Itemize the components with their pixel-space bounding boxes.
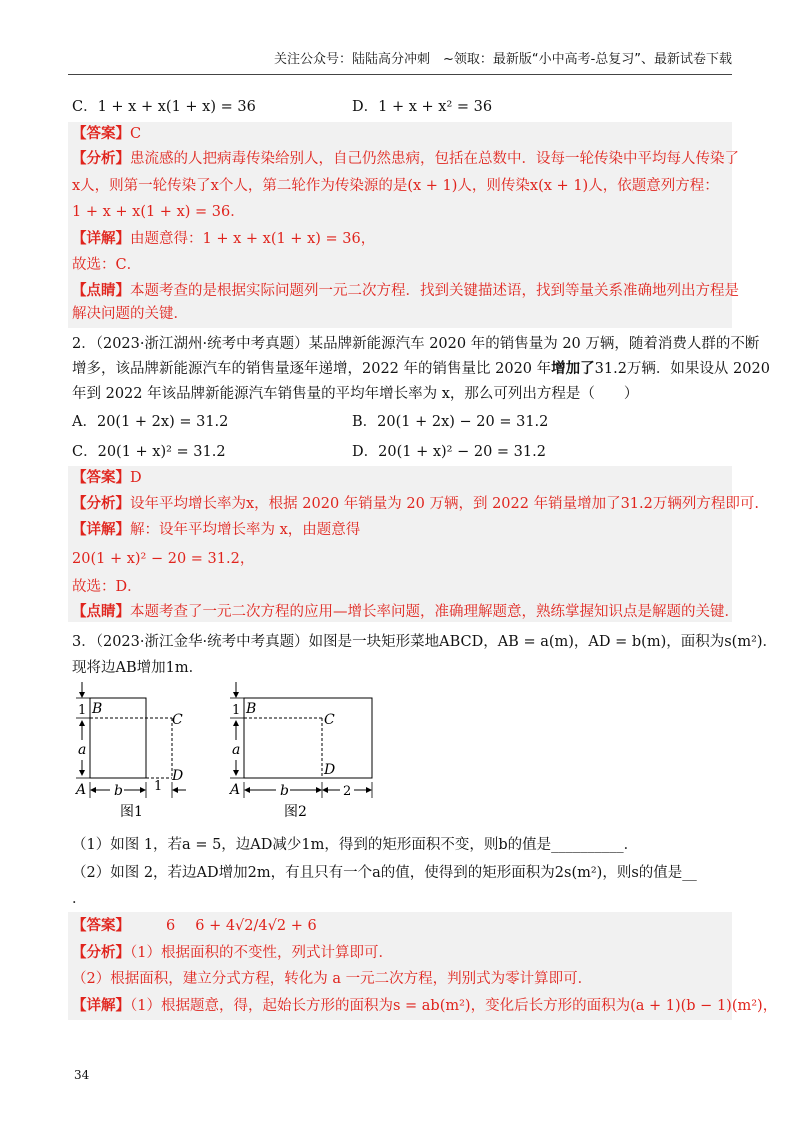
q2-solution-background bbox=[68, 466, 732, 622]
q2-stem-line2 bbox=[72, 358, 770, 380]
analysis-text: （1）根据面积的不变性，列式计算即可． bbox=[130, 945, 393, 961]
fig1-label-B: B bbox=[92, 701, 103, 717]
answer-tag: 【答案】 bbox=[72, 469, 130, 486]
q3-detail bbox=[72, 995, 777, 1017]
q2-option-b: B．20(1 + 2x) − 20 = 31.2 bbox=[352, 414, 549, 430]
detail-tag: 【详解】 bbox=[72, 521, 130, 538]
q2-answer bbox=[72, 467, 142, 489]
fig2-caption: 图2 bbox=[284, 804, 307, 820]
q2-choose: 故选：D． bbox=[72, 579, 142, 595]
page-number: 34 bbox=[74, 1068, 90, 1082]
q1-analysis-line3: 1 + x + x(1 + x) = 36． bbox=[72, 204, 245, 220]
q2-equation: 20(1 + x)² − 20 = 31.2， bbox=[72, 551, 255, 567]
q3-part1: （1）如图 1，若a = 5，边AD减少1m，得到的矩形面积不变，则b的值是__________． bbox=[72, 837, 639, 853]
analysis-tag: 【分析】 bbox=[72, 150, 130, 167]
comment-text: 本题考查的是根据实际问题列一元二次方程．找到关键描述语，找到等量关系准确地列出方程是 bbox=[130, 283, 739, 299]
detail-tag: 【详解】 bbox=[72, 230, 130, 247]
q1-answer bbox=[72, 123, 141, 145]
fig1-caption: 图1 bbox=[120, 804, 143, 820]
q2-option-c: C．20(1 + x)² = 31.2 bbox=[72, 444, 226, 460]
q2-option-d: D．20(1 + x)² − 20 = 31.2 bbox=[352, 444, 546, 460]
header-rule bbox=[68, 74, 732, 75]
comment-tag: 【点睛】 bbox=[72, 282, 130, 299]
q3-stem-line2: 现将边AB增加1m． bbox=[72, 660, 204, 676]
q1-analysis-line2: x人，则第一轮传染了x个人，第二轮作为传染源的是(x + 1)人，则传染x(x + 1)人，依题意列方程： bbox=[72, 178, 719, 194]
fig1-label-a: a bbox=[78, 742, 87, 758]
q2-stem-line1: 2．（2023·浙江湖州·统考中考真题）某品牌新能源汽车 2020 年的销售量为 20 万辆，随着消费人群的不断 bbox=[72, 336, 760, 352]
q2-option-a: A．20(1 + 2x) = 31.2 bbox=[72, 414, 229, 430]
fig2-label-a: a bbox=[232, 742, 241, 758]
detail-text: 由题意得：1 + x + x(1 + x) = 36， bbox=[130, 231, 376, 247]
fig2-label-b: b bbox=[280, 783, 289, 799]
q2-stem-part-a: 增多，该品牌新能源汽车的销售量逐年递增，2022 年的销售量比 2020 年 bbox=[72, 361, 552, 377]
figure-1 bbox=[70, 682, 190, 822]
fig2-label-D: D bbox=[324, 762, 336, 778]
answer-value: D bbox=[130, 470, 142, 486]
q2-analysis bbox=[72, 493, 759, 515]
fig1-label-D: D bbox=[172, 768, 184, 784]
q1-comment-line1 bbox=[72, 280, 739, 302]
analysis-text: 患流感的人把病毒传染给别人，自己仍然患病，包括在总数中．设每一轮传染中平均每人传染了 bbox=[130, 151, 739, 167]
analysis-text: 设年平均增长率为x，根据 2020 年销量为 20 万辆，到 2022 年销量增加了31.2万辆列方程即可. bbox=[130, 496, 759, 512]
fig1-label-1: 1 bbox=[78, 703, 87, 718]
comment-tag: 【点睛】 bbox=[72, 603, 130, 620]
analysis-tag: 【分析】 bbox=[72, 944, 130, 961]
q3-stem-line1: 3．（2023·浙江金华·统考中考真题）如图是一块矩形菜地ABCD，AB = a(m)，AD = b(m)，面积为s(m²)． bbox=[72, 634, 778, 650]
answer-value: C bbox=[130, 126, 142, 142]
q3-analysis-line1 bbox=[72, 942, 393, 964]
detail-text: 解：设年平均增长率为 x，由题意得 bbox=[130, 522, 361, 538]
q2-stem-line3: 年到 2022 年该品牌新能源汽车销售量的平均年增长率为 x，那么可列出方程是（ ） bbox=[72, 386, 639, 402]
comment-text: 本题考查了一元二次方程的应用—增长率问题，准确理解题意，熟练掌握知识点是解题的关键． bbox=[130, 604, 739, 620]
analysis-tag: 【分析】 bbox=[72, 495, 130, 512]
q1-choose: 故选：C． bbox=[72, 257, 142, 273]
answer-tag: 【答案】 bbox=[72, 125, 130, 142]
fig1-bottom-1: 1 bbox=[154, 779, 163, 794]
fig2-label-1: 1 bbox=[232, 703, 241, 718]
q3-part2-dot: ． bbox=[72, 891, 87, 907]
fig1-label-C: C bbox=[172, 712, 183, 728]
fig2-bottom-2: 2 bbox=[343, 784, 352, 799]
q1-option-c: C．1 + x + x(1 + x) = 36 bbox=[72, 99, 256, 115]
fig2-label-B: B bbox=[246, 701, 257, 717]
detail-text: （1）根据题意，得，起始长方形的面积为s = ab(m²)，变化后长方形的面积为(a + 1)(b − 1)(m²)， bbox=[130, 998, 778, 1014]
q1-comment-line2: 解决问题的关键． bbox=[72, 306, 188, 322]
answer-value-1: 6 bbox=[166, 918, 176, 934]
q1-analysis-line1 bbox=[72, 148, 739, 170]
detail-tag: 【详解】 bbox=[72, 997, 130, 1014]
q2-stem-bold: 增加了 bbox=[551, 360, 595, 377]
q2-detail bbox=[72, 519, 360, 541]
page-header: 关注公众号：陆陆高分冲刺 ~领取：最新版“小中高考-总复习”、最新试卷下载 bbox=[273, 52, 732, 67]
answer-value-2: 6 + 4√2/4√2 + 6 bbox=[195, 918, 317, 934]
fig1-label-b: b bbox=[114, 783, 123, 799]
q3-answer bbox=[72, 915, 317, 937]
q3-part2: （2）如图 2，若边AD增加2m，有且只有一个a的值，使得到的矩形面积为2s(m²)，则s的值是__ bbox=[72, 865, 697, 881]
answer-tag: 【答案】 bbox=[72, 917, 130, 934]
q1-detail bbox=[72, 228, 375, 250]
fig1-label-A: A bbox=[76, 782, 87, 798]
fig2-label-A: A bbox=[230, 782, 241, 798]
q3-analysis-line2: （2）根据面积，建立分式方程，转化为 a 一元二次方程，判别式为零计算即可． bbox=[72, 971, 593, 987]
q2-stem-part-c: 31.2万辆．如果设从 2020 bbox=[594, 361, 770, 377]
figure-2 bbox=[224, 682, 384, 822]
fig2-label-C: C bbox=[324, 712, 335, 728]
q2-comment bbox=[72, 601, 739, 623]
q1-option-d: D．1 + x + x² = 36 bbox=[352, 99, 493, 115]
